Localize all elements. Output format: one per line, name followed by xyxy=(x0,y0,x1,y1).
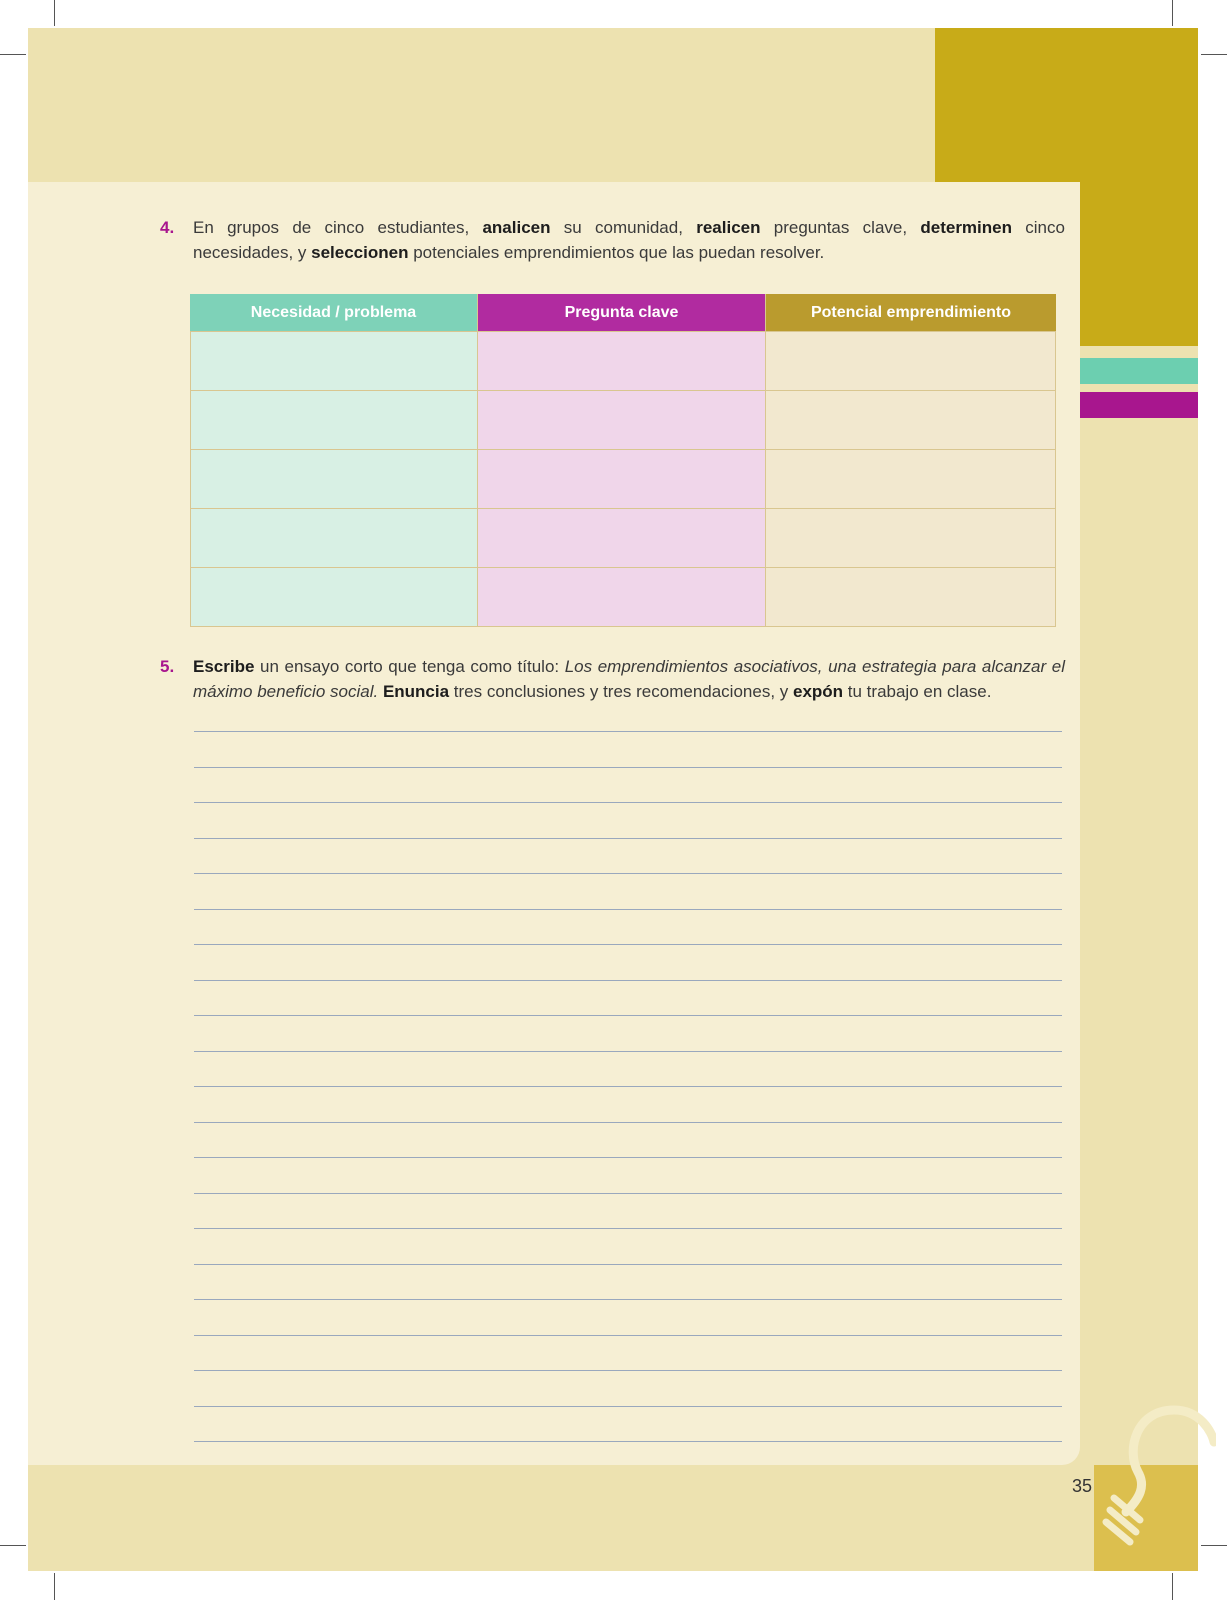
writing-line[interactable] xyxy=(194,767,1062,768)
writing-line[interactable] xyxy=(194,873,1062,874)
writing-line[interactable] xyxy=(194,1157,1062,1158)
needs-table xyxy=(190,294,1056,627)
table-cell-necesidad[interactable] xyxy=(190,567,478,627)
table-cell-emprendimiento[interactable] xyxy=(766,567,1056,627)
crop-mark xyxy=(1201,54,1227,55)
writing-line[interactable] xyxy=(194,1370,1062,1371)
table-cell-emprendimiento[interactable] xyxy=(766,390,1056,449)
magenta-tab xyxy=(1080,392,1198,418)
activity-instructions: En grupos de cinco estudiantes, analicen su comunidad, realicen preguntas clave, determinen cinco necesidades, y seleccionen potenciales emprendimientos que las puedan resolver. xyxy=(193,218,1065,262)
column-header-necesidad: Necesidad / problema xyxy=(190,294,478,331)
writing-line[interactable] xyxy=(194,1264,1062,1265)
activity-number: 5. xyxy=(160,657,175,676)
writing-line[interactable] xyxy=(194,909,1062,910)
crop-mark xyxy=(1172,1573,1173,1600)
table-cell-pregunta[interactable] xyxy=(478,390,766,449)
writing-line[interactable] xyxy=(194,838,1062,839)
crop-mark xyxy=(54,0,55,26)
column-header-pregunta: Pregunta clave xyxy=(478,294,766,331)
table-cell-emprendimiento[interactable] xyxy=(766,331,1056,390)
writing-line[interactable] xyxy=(194,944,1062,945)
writing-line[interactable] xyxy=(194,1086,1062,1087)
crop-mark xyxy=(54,1573,55,1600)
activity-number: 4. xyxy=(160,218,175,237)
writing-line[interactable] xyxy=(194,1193,1062,1194)
writing-line[interactable] xyxy=(194,1441,1062,1442)
lightbulb-icon xyxy=(1096,1402,1216,1552)
teal-tab xyxy=(1080,358,1198,384)
activity-5 xyxy=(160,654,1065,706)
table-cell-pregunta[interactable] xyxy=(478,331,766,390)
table-cell-necesidad[interactable] xyxy=(190,508,478,567)
table-cell-necesidad[interactable] xyxy=(190,449,478,508)
writing-line[interactable] xyxy=(194,1335,1062,1336)
writing-line[interactable] xyxy=(194,1406,1062,1407)
table-cell-necesidad[interactable] xyxy=(190,331,478,390)
writing-line[interactable] xyxy=(194,1122,1062,1123)
table-cell-emprendimiento[interactable] xyxy=(766,449,1056,508)
table-cell-pregunta[interactable] xyxy=(478,567,766,627)
table-cell-pregunta[interactable] xyxy=(478,449,766,508)
table-cell-pregunta[interactable] xyxy=(478,508,766,567)
essay-writing-area[interactable] xyxy=(194,731,1062,1477)
writing-line[interactable] xyxy=(194,731,1062,732)
writing-line[interactable] xyxy=(194,1228,1062,1229)
column-header-emprendimiento: Potencial emprendimiento xyxy=(766,294,1056,331)
crop-mark xyxy=(0,1545,26,1546)
writing-line[interactable] xyxy=(194,802,1062,803)
table-cell-necesidad[interactable] xyxy=(190,390,478,449)
table-cell-emprendimiento[interactable] xyxy=(766,508,1056,567)
crop-mark xyxy=(1172,0,1173,26)
writing-line[interactable] xyxy=(194,980,1062,981)
writing-line[interactable] xyxy=(194,1015,1062,1016)
page-number: 35 xyxy=(1071,1476,1092,1496)
writing-line[interactable] xyxy=(194,1051,1062,1052)
activity-4 xyxy=(160,215,1065,267)
writing-line[interactable] xyxy=(194,1299,1062,1300)
activity-instructions: Escribe un ensayo corto que tenga como título: Los emprendimientos asociativos, una estrategia para alcanzar el máximo beneficio social. Enuncia tres conclusiones y tres recomendaciones, y expón tu trabajo en clase. xyxy=(193,657,1065,701)
crop-mark xyxy=(0,54,26,55)
